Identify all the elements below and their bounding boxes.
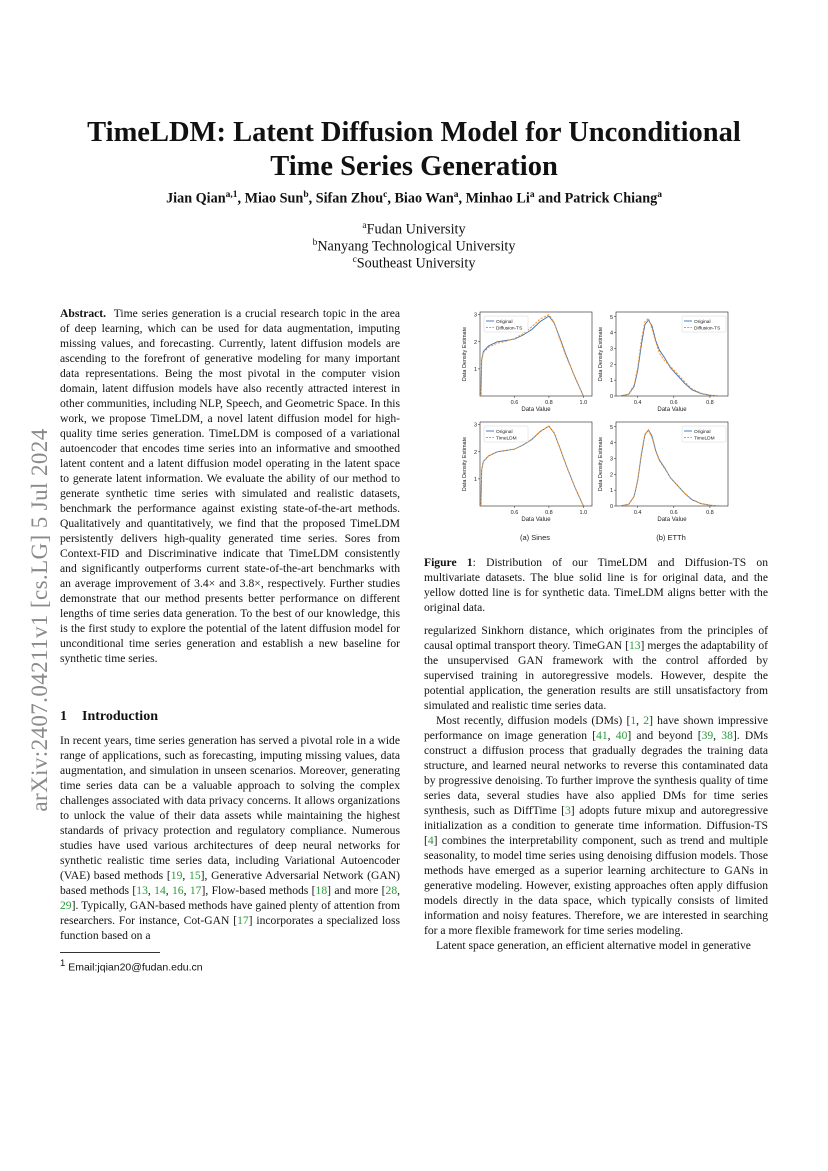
y-tick-label: 4	[609, 440, 613, 447]
abstract-text: Time series generation is a crucial research topic in the area of deep learning, which can be used for data augmentation, imputing missing values, and forecasting. Currently, latent diffusion models are ascending to the forefront of generative modeling for many important data representations. Being the most pivotal in the computer vision domain, latent diffusion models have also recently attracted interest in other communities, including NLP, Speech, and Geometric Space. In this work, we propose TimeLDM, a novel latent diffusion model for high-quality time series generation. TimeLDM is composed of a variational autoencoder that encodes time series into an informative and smoothed latent content and a latent diffusion model operating in the latent space to generate latent information. We evaluate the ability of our method to generate synthetic time series with simulated and realistic datasets, benchmark the performance against existing state-of-the-art methods. Qualitatively and quantitatively, we find that the proposed TimeLDM persistently delivers high-quality generated time series. Sores from Context-FID and Discriminative indicate that TimeLDM consistently and significantly outperforms current state-of-the-art benchmarks with an average improvement of 3.4× and 3.8×, respectively. Further studies demonstrate that our method presents better performance on different lengths of time series data generation. To the best of our knowledge, this is the first study to explore the potential of the latent diffusion model for unconditional time series generation and establish a new baseline for synthetic time series.	[60, 307, 401, 665]
intro-paragraph	[424, 623, 768, 713]
chart-panel-etth-diffusion-ts	[598, 312, 728, 413]
citation-link[interactable]: 15	[189, 869, 201, 882]
text-run: ] have shown impressive performance on image generation [	[424, 714, 768, 742]
author-separator: ,	[308, 190, 316, 207]
citation-link[interactable]: 17	[189, 884, 202, 897]
y-axis-label: Data Density Estimate	[598, 326, 604, 382]
chart-panel-sines-timeldm	[462, 422, 592, 523]
citation-link[interactable]: 16	[172, 884, 184, 897]
text-run: ,	[165, 884, 172, 897]
text-run: ] merges the adaptability of the unsupervised GAN framework with the control afforded by supervised training in autoregressive models. However, despite the potential application, the generation results are still unsatisfactory from simulated and realistic time series data.	[424, 639, 769, 712]
abstract	[60, 306, 400, 666]
author-name: Jian Qian	[166, 190, 226, 207]
x-tick-label: 0.4	[633, 400, 642, 406]
y-tick-label: 1	[609, 378, 613, 385]
y-tick-label: 0	[609, 504, 613, 510]
legend-label: Original	[496, 319, 513, 325]
author-separator: ,	[387, 190, 395, 207]
x-tick-label: 0.8	[706, 510, 714, 516]
text-run: ], Flow-based methods [	[201, 884, 316, 897]
author-name: Sifan Zhou	[315, 190, 384, 207]
affiliation-a: $^a$Fudan University	[362, 221, 466, 238]
footnote-mark: 1	[60, 958, 66, 969]
caption-text: : Distribution of our TimeLDM and Diffusion-TS on multivariate datasets. The blue solid line is for original data, and the yellow dotted line is for synthetic data. TimeLDM aligns better with the original data.	[424, 556, 769, 614]
x-axis-label: Data Value	[657, 517, 687, 523]
y-tick-label: 2	[609, 472, 613, 479]
x-axis-label: Data Value	[521, 407, 551, 413]
text-run: regularized Sinkhorn distance, which originates from the principles of causal optimal transport theory. TimeGAN [	[424, 624, 768, 652]
citation-link[interactable]: 39	[701, 729, 714, 742]
intro-paragraph-1	[60, 733, 400, 943]
author-name: Biao Wan	[394, 190, 454, 207]
title-line-2: Time Series Generation	[270, 151, 558, 182]
affiliation-b: $^b$Nanyang Technological University	[312, 238, 516, 255]
figure-caption	[424, 555, 768, 615]
paper-title	[60, 116, 768, 184]
section-title: Introduction	[82, 709, 158, 724]
author-list	[60, 190, 768, 208]
y-tick-label: 3	[609, 456, 613, 463]
citation-link[interactable]: 14	[154, 884, 166, 897]
arxiv-identifier: arXiv:2407.04211v1 [cs.LG] 5 Jul 2024	[27, 428, 52, 812]
subcaption-b: (b) ETTh	[656, 533, 686, 542]
author-affiliation-mark: c	[383, 190, 388, 200]
intro-paragraph	[424, 938, 768, 953]
citation-link[interactable]: 40	[615, 729, 628, 742]
citation-link[interactable]: 28	[385, 884, 398, 897]
x-tick-label: 0.6	[510, 510, 519, 516]
x-axis-label: Data Value	[657, 407, 687, 413]
y-tick-label: 2	[473, 339, 477, 346]
x-tick-label: 1.0	[579, 400, 588, 406]
arxiv-sidebar	[27, 380, 52, 860]
text-run: ], Generative Adversarial Network (GAN) based methods [	[60, 869, 401, 897]
x-tick-label: 1.0	[579, 510, 588, 516]
legend-label: Diffusion-TS	[694, 326, 721, 332]
title-line-1: TimeLDM: Latent Diffusion Model for Unconditional	[87, 117, 741, 148]
caption-label: Figure 1	[424, 556, 473, 569]
footnote	[60, 958, 203, 974]
x-axis-label: Data Value	[521, 517, 551, 523]
footnote-text: Email:jqian20@fudan.edu.cn	[68, 961, 203, 974]
x-tick-label: 0.6	[669, 510, 678, 516]
chart-panel-sines-diffusion-ts	[462, 312, 592, 413]
text-run: ] and more [	[327, 884, 386, 897]
author-separator: and	[534, 190, 565, 207]
author-affiliation-mark: b	[303, 190, 309, 200]
subcaption-a: (a) Sines	[519, 533, 551, 542]
author-affiliation-mark: a,1	[225, 190, 238, 200]
y-tick-label: 4	[609, 330, 613, 337]
y-tick-label: 1	[473, 476, 477, 483]
y-tick-label: 3	[473, 312, 477, 319]
x-tick-label: 0.8	[545, 400, 553, 406]
citation-link[interactable]: 4	[427, 834, 434, 847]
citation-link[interactable]: 41	[596, 729, 608, 742]
chart-panel-etth-timeldm	[598, 422, 728, 523]
citation-link[interactable]: 18	[315, 884, 328, 897]
text-run: ] combines the interpretability component, such as trend and multiple seasonality, to model time series using denoising diffusion models. Those methods have emerged as a superior learning architecture to GANs in generative modeling. However, existing approaches often apply diffusion models directly in the data space, which typically consists of limited information and noisy features. Therefore, we are interested in searching for a more flexible framework for time series modeling.	[424, 834, 768, 937]
y-axis-label: Data Density Estimate	[598, 436, 604, 492]
text-run: ,	[607, 729, 616, 742]
x-tick-label: 0.8	[706, 400, 714, 406]
y-tick-label: 3	[473, 422, 477, 429]
author-affiliation-mark: a	[453, 190, 459, 200]
author-name: Miao Sun	[244, 190, 304, 207]
citation-link[interactable]: 13	[136, 884, 148, 897]
text-run: ]. Typically, GAN-based methods have gained plenty of attention from researchers. For instance, Cot-GAN [	[60, 899, 400, 927]
text-run: ,	[636, 714, 644, 727]
y-axis-label: Data Density Estimate	[462, 326, 468, 382]
section-heading-introduction	[60, 709, 158, 725]
intro-left-column	[60, 733, 400, 943]
author-separator: ,	[458, 190, 466, 207]
text-run: ,	[147, 884, 155, 897]
figure-1	[450, 306, 750, 546]
section-number: 1	[60, 709, 67, 724]
text-run: ,	[182, 869, 190, 882]
text-run: Latent space generation, an efficient alternative model in generative	[436, 939, 751, 952]
x-tick-label: 0.8	[545, 510, 553, 516]
author-name: Patrick Chiang	[564, 190, 658, 207]
text-run: ] adopts future mixup and autoregressive initialization as a condition to generate time information. Diffusion-TS [	[424, 804, 768, 847]
y-tick-label: 0	[609, 394, 613, 400]
author-affiliation-mark: a	[657, 190, 662, 200]
citation-link[interactable]: 19	[170, 869, 183, 882]
legend-label: TimeLDM	[496, 436, 517, 442]
y-tick-label: 2	[609, 362, 613, 369]
y-tick-label: 5	[609, 314, 613, 321]
x-tick-label: 0.6	[669, 400, 678, 406]
y-tick-label: 1	[609, 488, 613, 495]
text-run: ,	[713, 729, 722, 742]
affiliation-c: $^c$Southeast University	[352, 255, 476, 272]
text-run: ,	[397, 884, 401, 897]
x-tick-label: 0.4	[633, 510, 642, 516]
text-run: ,	[183, 884, 190, 897]
text-run: Most recently, diffusion models (DMs) [	[436, 714, 631, 727]
legend-label: Original	[694, 429, 711, 435]
y-tick-label: 5	[609, 424, 613, 431]
citation-link[interactable]: 3	[565, 804, 571, 817]
y-tick-label: 3	[609, 346, 613, 353]
abstract-label: Abstract.	[60, 307, 107, 320]
x-tick-label: 0.6	[510, 400, 519, 406]
text-run: ]. DMs construct a diffusion process that gradually degrades the training data structure, and learned neural networks to reverse this contaminated data by progressive denoising. To further improve the synthesis quality of time series data, several studies have also applied DMs for time series synthesis, such as DiffTime [	[424, 729, 769, 817]
citation-link[interactable]: 1	[630, 714, 637, 727]
y-axis-label: Data Density Estimate	[462, 436, 468, 492]
author-separator: ,	[237, 190, 245, 207]
legend-label: Original	[694, 319, 711, 325]
intro-right-column	[424, 623, 768, 953]
footnote-rule	[60, 952, 160, 953]
legend-label: Original	[496, 429, 513, 435]
text-run: In recent years, time series generation has served a pivotal role in a wide range of applications, such as forecasting, imputing missing values, data augmentation, and simulation in unseen scenarios. Moreover, generating time series data can be a valuable approach to solving the complex challenges associated with data privacy concerns. It allows organizations to unlock the value of their data assets while maintaining the highest standards of privacy protection and regulatory compliance. Numerous studies have used various architectures of deep neural networks for synthetic realistic time series data, including Variational Autoencoder (VAE) based methods [	[60, 734, 400, 882]
y-tick-label: 2	[473, 449, 477, 456]
y-tick-label: 1	[473, 366, 477, 373]
text-run: ] incorporates a specialized loss function based on a	[60, 914, 400, 942]
citation-link[interactable]: 29	[60, 899, 72, 912]
text-run: ] and beyond [	[627, 729, 702, 742]
citation-link[interactable]: 2	[643, 714, 650, 727]
citation-link[interactable]: 13	[628, 639, 641, 652]
legend-label: Diffusion-TS	[496, 326, 523, 332]
legend-label: TimeLDM	[694, 436, 715, 442]
citation-link[interactable]: 17	[237, 914, 249, 927]
intro-paragraph	[424, 713, 768, 938]
citation-link[interactable]: 38	[721, 729, 733, 742]
author-affiliation-mark: a	[529, 190, 535, 200]
author-name: Minhao Li	[465, 190, 530, 207]
